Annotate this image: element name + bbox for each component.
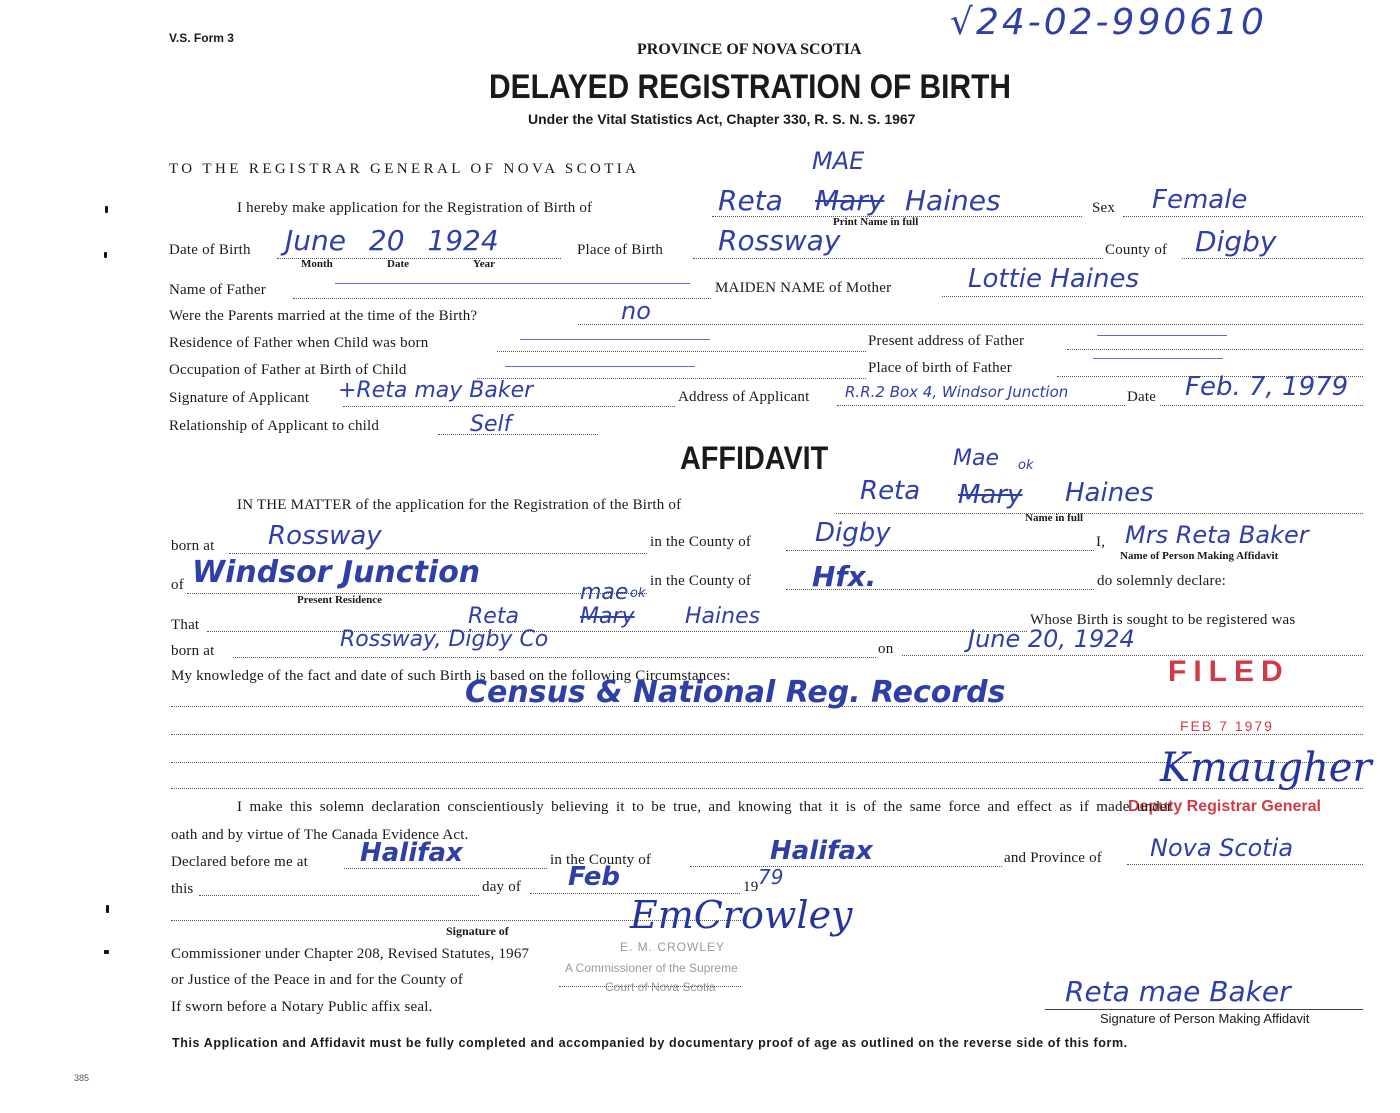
born-at2-label: born at: [171, 643, 215, 659]
footer-notice: This Application and Affidavit must be fully completed and accompanied by documentary proof of age as outlined on the reverse side of this form.: [172, 1036, 1128, 1050]
dotted-line: [1067, 349, 1363, 350]
signature-of-label: Signature of: [446, 924, 509, 938]
birthplace-blank-dash: [1093, 358, 1223, 359]
dotted-line: [171, 734, 1363, 735]
dotted-line: [233, 657, 876, 658]
hole-mark: [104, 950, 109, 954]
county3-value: Halifax: [770, 836, 873, 866]
filed-date-stamp: FEB 7 1979: [1180, 718, 1274, 734]
born-at2-value: Rossway, Digby Co: [340, 627, 549, 652]
affidavit-ok-mark: ok: [1018, 458, 1034, 473]
filed-stamp: FILED: [1168, 655, 1290, 688]
hole-mark: [105, 206, 108, 213]
date-caption: Date: [387, 258, 409, 270]
apply-label: I hereby make application for the Registration of Birth of: [237, 200, 593, 216]
county-value: Digby: [815, 518, 891, 548]
father-occupation-label: Occupation of Father at Birth of Child: [169, 362, 407, 378]
knowledge-label: My knowledge of the fact and date of such Birth is based on the following Circumstances:: [171, 668, 731, 684]
residence-caption: Present Residence: [297, 594, 383, 606]
dotted-line: [207, 631, 1027, 632]
dotted-line: [477, 378, 866, 379]
father-name-label: Name of Father: [169, 282, 266, 298]
county3-label: in the County of: [550, 852, 652, 868]
place-of-birth-label: Place of Birth: [577, 242, 664, 258]
applicant-address-value: R.R.2 Box 4, Windsor Junction: [845, 383, 1069, 401]
married-value: no: [621, 297, 651, 325]
year-caption: Year: [473, 258, 495, 270]
child-first: Reta: [718, 184, 783, 217]
dotted-line: [837, 405, 1125, 406]
commissioner-signature: EmCrowley: [630, 893, 853, 937]
matter-name-first: Reta: [860, 476, 921, 506]
on-value: June 20, 1924: [968, 625, 1135, 653]
dotted-line: [1160, 405, 1363, 406]
form-id: V.S. Form 3: [169, 31, 234, 45]
born-at-label: born at: [171, 538, 215, 554]
that-value: Reta: [468, 604, 519, 629]
signature-value: +Reta may Baker: [338, 378, 534, 403]
dotted-line: [786, 550, 1094, 551]
that-note: mae: [580, 580, 629, 605]
dotted-line: [693, 258, 1103, 259]
that-struck: Mary: [580, 604, 635, 629]
person-value: Mrs Reta Baker: [1125, 521, 1309, 549]
year-value: 79: [758, 865, 784, 889]
dotted-line: [1127, 864, 1363, 865]
name-caption: Name in full: [1025, 512, 1084, 524]
dotted-line: [344, 868, 547, 869]
dotted-line: [229, 553, 647, 554]
day-value: Feb: [568, 862, 620, 892]
dob-label: Date of Birth: [169, 242, 251, 258]
solemn-line-2: oath and by virtue of The Canada Evidence Act.: [171, 827, 469, 843]
solemn-line-1: I make this solemn declaration conscientiously believing it to be true, and knowing that it is of the same force and effect as if made under: [237, 799, 1172, 815]
dotted-line: [902, 655, 1363, 656]
mother-value: Lottie Haines: [968, 264, 1139, 294]
justice-label: or Justice of the Peace in and for the County of: [171, 972, 464, 988]
declared-value: Halifax: [360, 838, 463, 868]
i-label: I,: [1096, 534, 1106, 550]
matter-label: IN THE MATTER of the application for the Registration of the Birth of: [237, 497, 682, 513]
sex-label: Sex: [1092, 200, 1116, 216]
dotted-line: [497, 351, 866, 352]
year-prefix: 19: [743, 879, 759, 895]
affidavit-note: Mae: [953, 446, 999, 471]
that-last: Haines: [685, 604, 761, 629]
county-value: Digby: [1195, 225, 1277, 258]
applicant-address-label: Address of Applicant: [678, 389, 810, 405]
born-at-value: Rossway: [268, 521, 382, 551]
that-ok-mark: ok: [630, 586, 646, 601]
province-value: Nova Scotia: [1150, 834, 1294, 862]
dotted-line: [836, 513, 1363, 514]
footer-code: 385: [74, 1073, 90, 1083]
date-label: Date: [1127, 389, 1157, 405]
date-value: Feb. 7, 1979: [1185, 372, 1349, 402]
county-label: County of: [1105, 242, 1168, 258]
dotted-line: [187, 593, 647, 594]
file-number: √24-02-990610: [950, 2, 1267, 43]
this-label: this: [171, 881, 194, 897]
knowledge-value: Census & National Reg. Records: [465, 675, 1006, 710]
dotted-line: [559, 986, 741, 987]
child-middle-struck: Mary: [815, 184, 885, 217]
registrar-signature: Kmaugher: [1160, 745, 1372, 791]
married-label: Were the Parents married at the time of the Birth?: [169, 308, 478, 324]
that-label: That: [171, 617, 200, 633]
province-heading: PROVINCE OF NOVA SCOTIA: [637, 41, 862, 58]
commissioner-stamp-line1: A Commissioner of the Supreme: [565, 961, 738, 975]
commissioner-label: Commissioner under Chapter 208, Revised Statutes, 1967: [171, 946, 530, 962]
person-signature: Reta mae Baker: [1065, 975, 1291, 1008]
county-label: in the County of: [650, 534, 752, 550]
address-blank-dash: [1097, 335, 1227, 336]
notary-label: If sworn before a Notary Public affix seal.: [171, 999, 433, 1015]
sought-label: Whose Birth is sought to be registered was: [1030, 612, 1296, 628]
province-label: and Province of: [1004, 850, 1102, 866]
dotted-line: [1182, 258, 1363, 259]
relationship-value: Self: [470, 412, 512, 437]
affidavit-heading: AFFIDAVIT: [680, 440, 829, 476]
relationship-label: Relationship of Applicant to child: [169, 418, 380, 434]
print-name-caption: Print Name in full: [833, 216, 919, 228]
person-signature-caption: Signature of Person Making Affidavit: [1100, 1011, 1310, 1026]
to-line: TO THE REGISTRAR GENERAL OF NOVA SCOTIA: [169, 161, 640, 177]
hole-mark: [106, 905, 109, 913]
form-subtitle: Under the Vital Statistics Act, Chapter 330, R. S. N. S. 1967: [528, 111, 916, 127]
on-label: on: [878, 641, 894, 657]
county2-label: in the County of: [650, 573, 752, 589]
father-residence-label: Residence of Father when Child was born: [169, 335, 429, 351]
of-label: of: [171, 577, 184, 593]
dotted-line: [942, 296, 1363, 297]
father-address-label: Present address of Father: [868, 333, 1025, 349]
residence-blank-dash: [520, 339, 710, 340]
dotted-line: [578, 324, 1363, 325]
deputy-stamp: Deputy Registrar General: [1128, 798, 1321, 815]
county2-value: Hfx.: [812, 560, 877, 593]
dob-value: June 20 1924: [285, 224, 499, 257]
dotted-line: [690, 866, 1002, 867]
place-of-birth-value: Rossway: [718, 224, 841, 257]
day-of-label: day of: [482, 879, 522, 895]
dotted-line: [199, 895, 479, 896]
occupation-blank-dash: [505, 366, 695, 367]
mother-label: MAIDEN NAME of Mother: [715, 280, 892, 296]
dotted-line: [343, 406, 675, 407]
commissioner-stamp-name: E. M. CROWLEY: [620, 940, 726, 954]
month-caption: Month: [301, 258, 333, 270]
dotted-line: [438, 434, 598, 435]
child-last: Haines: [905, 184, 1001, 217]
person-signature-line: [1045, 1009, 1363, 1010]
matter-name-last: Haines: [1065, 478, 1154, 508]
hole-mark: [104, 252, 107, 258]
to-line-note: MAE: [812, 147, 865, 175]
signature-label: Signature of Applicant: [169, 390, 310, 406]
father-blank-dash: [335, 283, 690, 284]
declared-label: Declared before me at: [171, 854, 309, 870]
declare-label: do solemnly declare:: [1097, 573, 1226, 589]
person-caption: Name of Person Making Affidavit: [1120, 550, 1279, 562]
sex-value: Female: [1152, 185, 1248, 215]
commissioner-stamp-line2: Court of Nova Scotia: [605, 980, 716, 994]
residence-value: Windsor Junction: [192, 555, 481, 590]
father-birthplace-label: Place of birth of Father: [868, 360, 1012, 376]
matter-name-struck: Mary: [958, 480, 1023, 510]
dotted-line: [1123, 216, 1363, 217]
form-title: DELAYED REGISTRATION OF BIRTH: [489, 68, 1011, 106]
